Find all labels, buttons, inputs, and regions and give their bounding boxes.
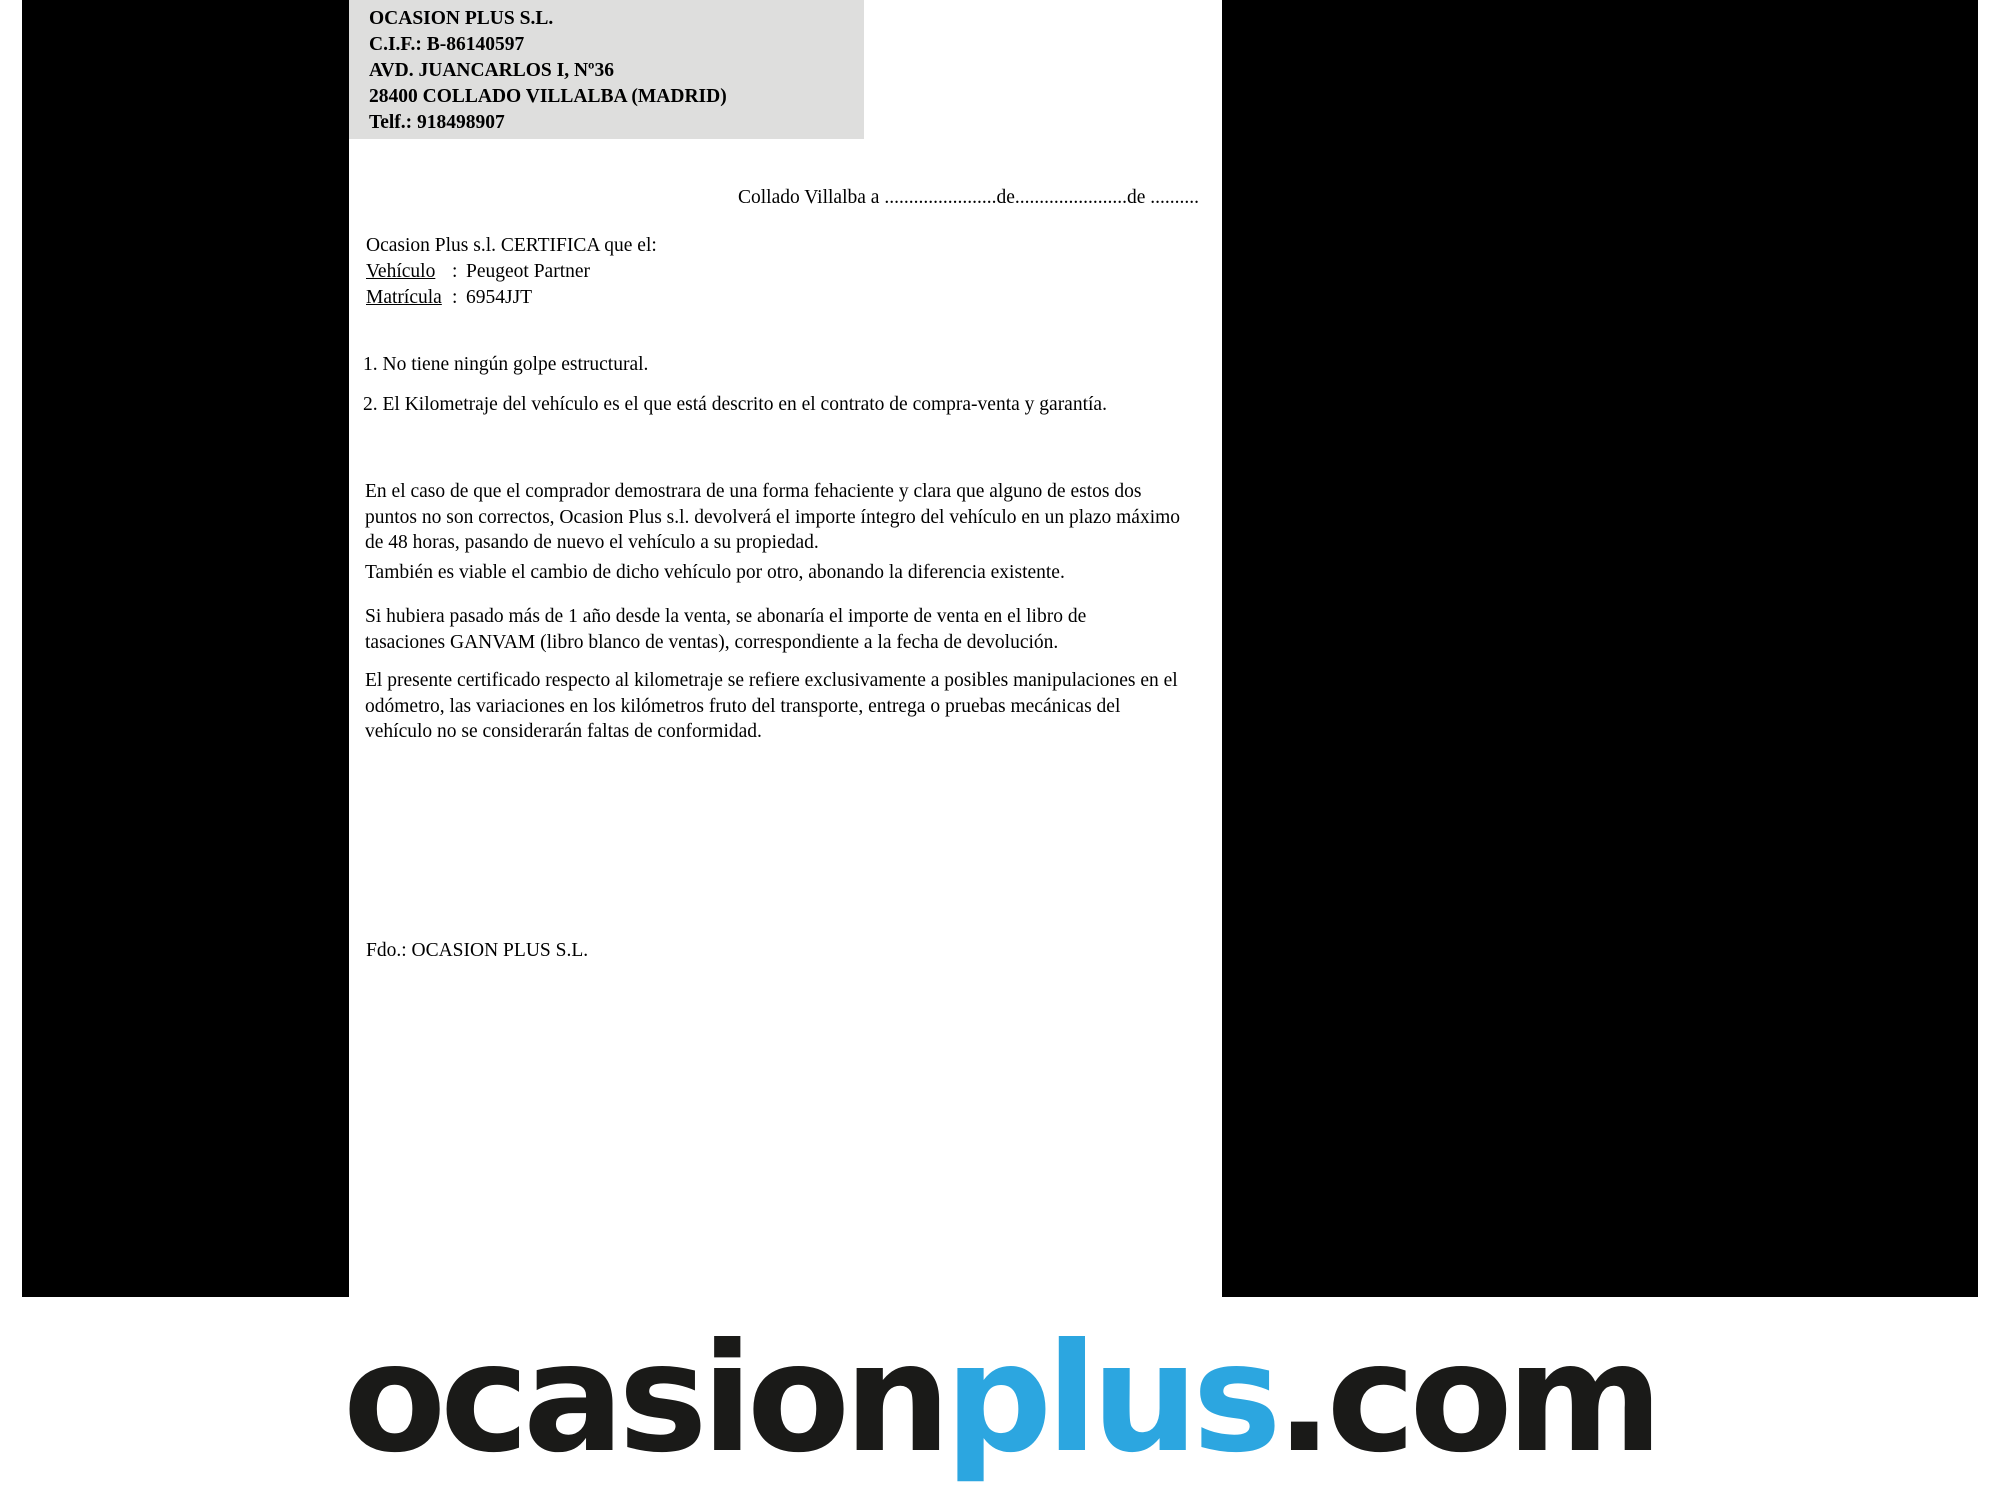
logo-band bbox=[0, 1297, 2000, 1500]
paragraph-odometer-scope: El presente certificado respecto al kilometraje se refiere exclusivamente a posibles manipulaciones en el odómetro, las variaciones en los kilómetros fruto del transporte, entrega o pruebas mecánicas del vehículo no se considerarán faltas de conformidad. bbox=[365, 670, 1178, 742]
date-line: Collado Villalba a .......................de.......................de .......... bbox=[738, 187, 1200, 208]
letterhead-company-name: OCASION PLUS S.L. bbox=[369, 8, 554, 29]
paragraph-refund-terms: En el caso de que el comprador demostrara de una forma fehaciente y clara que alguno de estos dos puntos no son correctos, Ocasion Plus s.l. devolverá el importe íntegro del vehículo en un plazo máximo de 48 horas, pasando de nuevo el vehículo a su propiedad. bbox=[365, 481, 1181, 553]
letterhead-address: AVD. JUANCARLOS I, Nº36 bbox=[369, 60, 614, 81]
signature-line: Fdo.: OCASION PLUS S.L. bbox=[366, 940, 589, 961]
letterhead-phone: Telf.: 918498907 bbox=[369, 112, 505, 133]
paragraph-vehicle-exchange: También es viable el cambio de dicho vehículo por otro, abonando la diferencia existente. bbox=[365, 562, 1065, 583]
field-matricula-separator: : bbox=[452, 287, 458, 308]
logo-text-suffix: .com bbox=[1275, 1311, 1657, 1486]
field-vehiculo-value: Peugeot Partner bbox=[466, 261, 591, 282]
field-vehiculo-separator: : bbox=[452, 261, 458, 282]
letterhead-cif: C.I.F.: B-86140597 bbox=[369, 34, 525, 55]
field-vehiculo bbox=[366, 259, 590, 285]
field-matricula-label: Matrícula bbox=[366, 287, 442, 308]
certification-item-1: 1. No tiene ningún golpe estructural. bbox=[363, 354, 649, 375]
field-matricula bbox=[366, 285, 532, 311]
letterhead-city: 28400 COLLADO VILLALBA (MADRID) bbox=[369, 86, 727, 107]
ocasionplus-logo bbox=[343, 1311, 1657, 1486]
letterhead-block bbox=[349, 0, 864, 139]
logo-text-accent: plus bbox=[944, 1311, 1276, 1486]
field-matricula-value: 6954JJT bbox=[466, 287, 533, 308]
certification-item-2: 2. El Kilometraje del vehículo es el que está descrito en el contrato de compra-venta y garantía. bbox=[363, 394, 1107, 415]
field-vehiculo-label: Vehículo bbox=[366, 261, 436, 282]
paragraph-ganvam-valuation: Si hubiera pasado más de 1 año desde la venta, se abonaría el importe de venta en el libro de tasaciones GANVAM (libro blanco de ventas), correspondiente a la fecha de devolución. bbox=[365, 606, 1087, 653]
certifies-intro: Ocasion Plus s.l. CERTIFICA que el: bbox=[366, 235, 657, 256]
logo-text-primary: ocasion bbox=[343, 1311, 945, 1486]
